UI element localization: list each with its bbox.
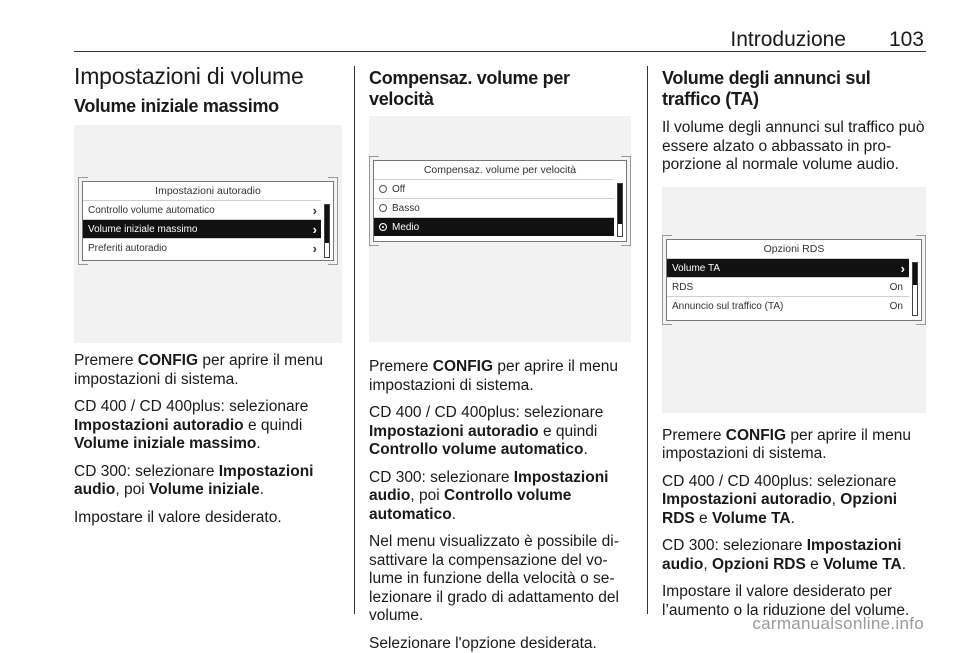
display-option-label: Off [392, 184, 405, 195]
display-option-label: Medio [392, 222, 419, 233]
display-title: Impostazioni autoradio [83, 182, 333, 200]
column-2 [369, 62, 631, 653]
display-title: Compensaz. volume per velocità [374, 161, 626, 179]
column-1 [74, 62, 342, 527]
instruction-paragraph: CD 400 / CD 400plus: selezionare Impostazioni autoradio e quindi Controllo volume automatico. [369, 404, 631, 460]
chevron-right-icon: › [901, 259, 905, 278]
instruction-paragraph: Selezionare l'opzione desiderata. [369, 635, 631, 653]
section-title: Impostazioni di volume [74, 62, 342, 90]
instruction-paragraph: CD 400 / CD 400plus: selezionare Impostazioni autoradio e quindi Volume iniziale massimo. [74, 398, 342, 454]
instruction-paragraph: Impostare il valore desiderato per l’aumento o la riduzione del volume. [662, 583, 926, 620]
radio-display [82, 181, 334, 261]
display-scrollbar [324, 204, 330, 258]
display-scrollbar [912, 262, 918, 316]
subsection-title: Volume iniziale massimo [74, 96, 342, 117]
scrollbar-thumb [618, 184, 622, 224]
scrollbar-thumb [325, 205, 329, 243]
display-illustration [74, 125, 342, 343]
display-option [374, 179, 614, 198]
subsection-title: Volume degli annunci sul traffico (TA) [662, 68, 926, 110]
display-illustration [662, 187, 926, 413]
instruction-paragraph: CD 300: selezionare Impostazioni audio, poi Volume iniziale. [74, 463, 342, 500]
config-key: CONFIG [433, 358, 493, 375]
chevron-right-icon: › [313, 239, 317, 258]
display-menu-label: RDS [672, 282, 693, 293]
display-option-label: Basso [392, 203, 420, 214]
display-menu-label: Volume TA [672, 263, 720, 274]
instruction-paragraph: Nel menu visualizzato è possibile disattivare la compensazione del volume in funzione della velocità o selezionare il grado di adattamento del volume. [369, 533, 631, 626]
chevron-right-icon: › [313, 220, 317, 239]
display-menu-item [667, 277, 909, 296]
display-option [374, 198, 614, 217]
page-number: 103 [889, 28, 924, 52]
display-menu-label: Preferiti autoradio [88, 243, 167, 254]
column-divider [647, 66, 648, 614]
subsection-title: Compensaz. volume per velocità [369, 68, 631, 110]
scrollbar-thumb [913, 263, 917, 285]
intro-paragraph: Il volume degli annunci sul traffico può essere alzato o abbassato in proporzione al normale volume audio. [662, 119, 926, 175]
column-3 [662, 62, 926, 620]
radio-on-icon [379, 223, 387, 231]
display-scrollbar [617, 183, 623, 237]
display-menu-item-selected [83, 219, 321, 238]
config-key: CONFIG [726, 427, 786, 444]
radio-display [666, 239, 922, 321]
display-illustration [369, 116, 631, 342]
display-menu-value: On [890, 297, 903, 316]
radio-off-icon [379, 185, 387, 193]
display-menu-label: Annuncio sul traffico (TA) [672, 301, 783, 312]
column-divider [354, 66, 355, 614]
instruction-paragraph: Premere CONFIG per aprire il menu impostazioni di sistema. [662, 427, 926, 464]
config-key: CONFIG [138, 352, 198, 369]
instruction-paragraph: CD 300: selezionare Impostazioni audio, Opzioni RDS e Volume TA. [662, 537, 926, 574]
display-menu-value: On [890, 278, 903, 297]
display-menu-label: Volume iniziale massimo [88, 224, 198, 235]
instruction-paragraph: Impostare il valore desiderato. [74, 509, 342, 528]
instruction-paragraph: CD 300: selezionare Impostazioni audio, poi Controllo volume automatico. [369, 469, 631, 525]
header-section-title: Introduzione [730, 28, 846, 52]
display-menu-item [667, 296, 909, 315]
instruction-paragraph: Premere CONFIG per aprire il menu impostazioni di sistema. [369, 358, 631, 395]
display-menu-item-selected [667, 258, 909, 277]
watermark: carmanualsonline.info [752, 614, 924, 634]
instruction-paragraph: CD 400 / CD 400plus: selezionare Impostazioni autoradio, Opzioni RDS e Volume TA. [662, 473, 926, 529]
display-menu-label: Controllo volume automatico [88, 205, 215, 216]
radio-display [373, 160, 627, 242]
instruction-paragraph: Premere CONFIG per aprire il menu impostazioni di sistema. [74, 352, 342, 389]
display-option-selected [374, 217, 614, 236]
radio-off-icon [379, 204, 387, 212]
display-title: Opzioni RDS [667, 240, 921, 258]
chevron-right-icon: › [313, 201, 317, 220]
display-menu-item [83, 238, 321, 257]
display-menu-item [83, 200, 321, 219]
page-header [74, 28, 926, 52]
